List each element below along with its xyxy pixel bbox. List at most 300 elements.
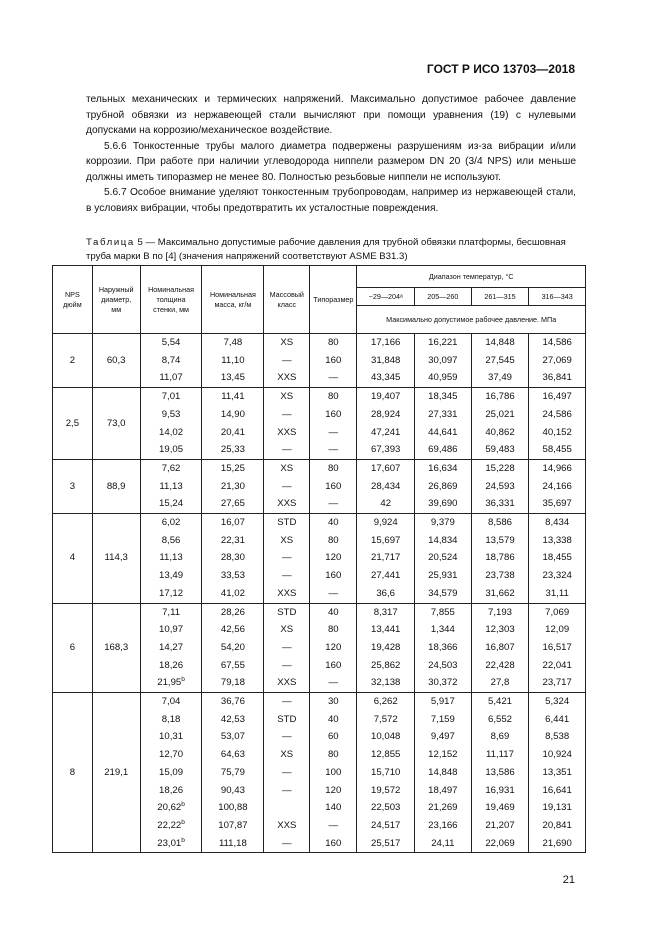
- cell-wall-thickness: [140, 514, 202, 532]
- cell-pressure: 16,931: [471, 782, 529, 800]
- cell-wall-thickness: [140, 764, 202, 782]
- cell-pressure: 27,8: [471, 674, 529, 692]
- cell-pressure: 5,421: [471, 693, 529, 711]
- cell-pressure: 44,641: [415, 424, 472, 442]
- table-row: [53, 459, 586, 477]
- cell-pressure: 25,931: [415, 567, 472, 585]
- cell-mass-class: XXS: [264, 495, 310, 513]
- cell-schedule: —: [310, 674, 357, 692]
- cell-nominal-mass: 107,87: [202, 817, 264, 835]
- cell-pressure: 24,586: [529, 406, 586, 424]
- cell-nominal-mass: 36,76: [202, 693, 264, 711]
- header-nps: NPS дюйм: [53, 266, 93, 334]
- cell-pressure: 12,09: [529, 621, 586, 639]
- cell-pressure: 14,834: [415, 532, 472, 550]
- cell-pressure: 20,841: [529, 817, 586, 835]
- cell-pressure: 6,441: [529, 711, 586, 729]
- cell-pressure: 16,807: [471, 639, 529, 657]
- cell-pressure: 21,269: [415, 799, 472, 817]
- cell-pressure: 5,917: [415, 693, 472, 711]
- cell-pressure: 17,166: [357, 334, 415, 352]
- cell-pressure: 7,855: [415, 603, 472, 621]
- cell-schedule: —: [310, 369, 357, 387]
- cell-pressure: 21,690: [529, 835, 586, 853]
- nps-group: [53, 693, 586, 853]
- header-temp-2: 205—260: [415, 288, 472, 306]
- cell-mass-class: XXS: [264, 424, 310, 442]
- cell-wall-thickness: [140, 334, 202, 352]
- cell-pressure: 19,572: [357, 782, 415, 800]
- wall-value: 7,62: [161, 462, 181, 474]
- cell-outer-diameter: 73,0: [92, 388, 140, 460]
- cell-schedule: 80: [310, 621, 357, 639]
- cell-pressure: 16,497: [529, 388, 586, 406]
- footnote-marker: b: [181, 836, 185, 844]
- cell-pressure: 14,586: [529, 334, 586, 352]
- cell-wall-thickness: [140, 621, 202, 639]
- cell-nominal-mass: 28,26: [202, 603, 264, 621]
- cell-nominal-mass: 28,30: [202, 549, 264, 567]
- cell-nominal-mass: 13,45: [202, 369, 264, 387]
- cell-mass-class: —: [264, 352, 310, 370]
- cell-pressure: 24,166: [529, 478, 586, 496]
- cell-mass-class: —: [264, 549, 310, 567]
- cell-schedule: 40: [310, 603, 357, 621]
- cell-pressure: 14,848: [471, 334, 529, 352]
- cell-schedule: —: [310, 585, 357, 603]
- nps-group: [53, 514, 586, 604]
- cell-pressure: 69,486: [415, 441, 472, 459]
- cell-mass-class: —: [264, 728, 310, 746]
- cell-pressure: 31,848: [357, 352, 415, 370]
- cell-schedule: —: [310, 424, 357, 442]
- cell-pressure: 8,69: [471, 728, 529, 746]
- cell-pressure: 40,862: [471, 424, 529, 442]
- cell-pressure: 22,503: [357, 799, 415, 817]
- cell-wall-thickness: [140, 746, 202, 764]
- cell-pressure: 58,455: [529, 441, 586, 459]
- cell-pressure: 8,586: [471, 514, 529, 532]
- cell-outer-diameter: 60,3: [92, 334, 140, 388]
- cell-schedule: —: [310, 817, 357, 835]
- header-max-pressure: Максимально допустимое рабочее давление. МПа: [357, 306, 586, 334]
- cell-mass-class: —: [264, 567, 310, 585]
- paragraph-continuation: тельных механических и термических напряжений. Максимально допустимое рабочее давление трубной обвязки из нержавеющей стали вычисляют при помощи уравнения (19) с нулевыми допусками на коррозию/механическое воздействие.: [86, 94, 576, 136]
- cell-nominal-mass: 42,53: [202, 711, 264, 729]
- cell-mass-class: [264, 799, 310, 817]
- cell-mass-class: STD: [264, 603, 310, 621]
- cell-pressure: 15,228: [471, 459, 529, 477]
- cell-wall-thickness: [140, 441, 202, 459]
- cell-nominal-mass: 15,25: [202, 459, 264, 477]
- cell-nominal-mass: 75,79: [202, 764, 264, 782]
- cell-pressure: 14,848: [415, 764, 472, 782]
- cell-mass-class: —: [264, 441, 310, 459]
- cell-wall-thickness: [140, 388, 202, 406]
- body-text: [86, 92, 576, 216]
- cell-pressure: 39,690: [415, 495, 472, 513]
- wall-value: 15,09: [159, 766, 184, 778]
- cell-mass-class: XS: [264, 621, 310, 639]
- cell-pressure: 22,069: [471, 835, 529, 853]
- cell-wall-thickness: [140, 639, 202, 657]
- table-row: [53, 514, 586, 532]
- cell-wall-thickness: [140, 549, 202, 567]
- cell-pressure: 13,338: [529, 532, 586, 550]
- cell-pressure: 6,262: [357, 693, 415, 711]
- footnote-marker: b: [181, 676, 185, 684]
- cell-pressure: 26,869: [415, 478, 472, 496]
- cell-schedule: 30: [310, 693, 357, 711]
- cell-pressure: 23,324: [529, 567, 586, 585]
- cell-mass-class: XXS: [264, 585, 310, 603]
- cell-outer-diameter: 219,1: [92, 693, 140, 853]
- cell-wall-thickness: [140, 693, 202, 711]
- cell-pressure: 18,497: [415, 782, 472, 800]
- cell-pressure: 18,786: [471, 549, 529, 567]
- cell-pressure: 10,048: [357, 728, 415, 746]
- table-row: [53, 334, 586, 352]
- cell-pressure: 36,6: [357, 585, 415, 603]
- cell-nominal-mass: 20,41: [202, 424, 264, 442]
- cell-outer-diameter: 88,9: [92, 459, 140, 513]
- wall-value: 8,56: [161, 534, 181, 546]
- cell-pressure: 27,331: [415, 406, 472, 424]
- nps-group: [53, 459, 586, 513]
- wall-value: 10,97: [159, 624, 184, 636]
- cell-nps: 2,5: [53, 388, 93, 460]
- cell-pressure: 43,345: [357, 369, 415, 387]
- cell-pressure: 67,393: [357, 441, 415, 459]
- nps-group: [53, 603, 586, 693]
- wall-value: 6,02: [161, 517, 181, 529]
- cell-nominal-mass: 7,48: [202, 334, 264, 352]
- cell-pressure: 13,441: [357, 621, 415, 639]
- cell-schedule: 120: [310, 549, 357, 567]
- wall-value: 20,62: [157, 802, 182, 814]
- cell-mass-class: —: [264, 764, 310, 782]
- cell-pressure: 30,097: [415, 352, 472, 370]
- header-temp-4: 316—343: [529, 288, 586, 306]
- table-row: [53, 693, 586, 711]
- cell-pressure: 12,152: [415, 746, 472, 764]
- cell-pressure: 24,593: [471, 478, 529, 496]
- cell-wall-thickness: [140, 585, 202, 603]
- cell-nominal-mass: 27,65: [202, 495, 264, 513]
- cell-pressure: 13,579: [471, 532, 529, 550]
- cell-pressure: 16,786: [471, 388, 529, 406]
- cell-wall-thickness: [140, 406, 202, 424]
- cell-wall-thickness: [140, 369, 202, 387]
- cell-nominal-mass: 67,55: [202, 657, 264, 675]
- header-outer-diameter: Наружный диаметр, мм: [92, 266, 140, 334]
- cell-nps: 2: [53, 334, 93, 388]
- cell-pressure: 36,841: [529, 369, 586, 387]
- cell-pressure: 24,503: [415, 657, 472, 675]
- cell-pressure: 10,924: [529, 746, 586, 764]
- header-nominal-mass: Номинальная масса, кг/м: [202, 266, 264, 334]
- wall-value: 18,26: [159, 659, 184, 671]
- cell-nominal-mass: 14,90: [202, 406, 264, 424]
- cell-mass-class: —: [264, 835, 310, 853]
- cell-pressure: 27,545: [471, 352, 529, 370]
- cell-mass-class: —: [264, 657, 310, 675]
- page-number: 21: [562, 874, 575, 886]
- wall-value: 23,01: [157, 837, 182, 849]
- header-temp-1: −29—204ᵃ: [357, 288, 415, 306]
- wall-value: 15,24: [159, 498, 184, 510]
- nps-group: [53, 388, 586, 460]
- cell-mass-class: XS: [264, 388, 310, 406]
- cell-pressure: 28,924: [357, 406, 415, 424]
- cell-pressure: 42: [357, 495, 415, 513]
- cell-mass-class: STD: [264, 711, 310, 729]
- cell-schedule: 160: [310, 567, 357, 585]
- cell-pressure: 47,241: [357, 424, 415, 442]
- cell-schedule: 120: [310, 639, 357, 657]
- cell-schedule: 60: [310, 728, 357, 746]
- cell-pressure: 16,517: [529, 639, 586, 657]
- table-caption-text: 5 — Максимально допустимые рабочие давления для трубной обвязки платформы, бесшовная труба марки В по [4] (значения напряжений соответствуют ASME B31.3): [86, 237, 566, 262]
- cell-nominal-mass: 33,53: [202, 567, 264, 585]
- cell-pressure: 16,634: [415, 459, 472, 477]
- cell-mass-class: XXS: [264, 369, 310, 387]
- cell-pressure: 11,117: [471, 746, 529, 764]
- cell-pressure: 19,469: [471, 799, 529, 817]
- cell-pressure: 31,662: [471, 585, 529, 603]
- cell-wall-thickness: [140, 674, 202, 692]
- cell-pressure: 25,517: [357, 835, 415, 853]
- cell-nps: 3: [53, 459, 93, 513]
- footnote-marker: b: [181, 801, 185, 809]
- cell-pressure: 59,483: [471, 441, 529, 459]
- cell-pressure: 23,717: [529, 674, 586, 692]
- header-temperature-range: Диапазон температур, °C: [357, 266, 586, 288]
- cell-pressure: 40,152: [529, 424, 586, 442]
- cell-pressure: 22,041: [529, 657, 586, 675]
- table-row: [53, 388, 586, 406]
- cell-pressure: 25,021: [471, 406, 529, 424]
- cell-mass-class: —: [264, 693, 310, 711]
- cell-nominal-mass: 53,07: [202, 728, 264, 746]
- cell-pressure: 25,862: [357, 657, 415, 675]
- cell-nominal-mass: 11,10: [202, 352, 264, 370]
- cell-schedule: 120: [310, 782, 357, 800]
- cell-nps: 6: [53, 603, 93, 693]
- cell-outer-diameter: 168,3: [92, 603, 140, 693]
- cell-pressure: 1,344: [415, 621, 472, 639]
- wall-value: 11,13: [159, 480, 183, 492]
- cell-wall-thickness: [140, 799, 202, 817]
- cell-pressure: 16,221: [415, 334, 472, 352]
- wall-value: 9,53: [161, 408, 181, 420]
- paragraph-5-6-7: 5.6.7 Особое внимание уделяют тонкостенным трубопроводам, например из нержавеющей стали, в условиях вибрации, чтобы предотвратить их усталостные повреждения.: [86, 187, 576, 214]
- cell-wall-thickness: [140, 567, 202, 585]
- cell-wall-thickness: [140, 711, 202, 729]
- cell-schedule: 80: [310, 459, 357, 477]
- cell-pressure: 7,193: [471, 603, 529, 621]
- cell-schedule: 80: [310, 532, 357, 550]
- cell-pressure: 7,572: [357, 711, 415, 729]
- cell-pressure: 18,455: [529, 549, 586, 567]
- cell-pressure: 19,407: [357, 388, 415, 406]
- cell-nps: 8: [53, 693, 93, 853]
- wall-value: 7,01: [161, 391, 181, 403]
- cell-mass-class: —: [264, 639, 310, 657]
- cell-wall-thickness: [140, 817, 202, 835]
- cell-nominal-mass: 79,18: [202, 674, 264, 692]
- cell-pressure: 32,138: [357, 674, 415, 692]
- cell-outer-diameter: 114,3: [92, 514, 140, 604]
- cell-wall-thickness: [140, 495, 202, 513]
- cell-pressure: 22,428: [471, 657, 529, 675]
- wall-value: 18,26: [159, 784, 184, 796]
- cell-mass-class: XS: [264, 532, 310, 550]
- cell-mass-class: XXS: [264, 817, 310, 835]
- cell-pressure: 31,11: [529, 585, 586, 603]
- cell-pressure: 8,434: [529, 514, 586, 532]
- cell-pressure: 21,207: [471, 817, 529, 835]
- cell-mass-class: —: [264, 782, 310, 800]
- paragraph-5-6-6: 5.6.6 Тонкостенные трубы малого диаметра подвержены разрушениям из-за вибрации и/или коррозии. При работе при наличии углеводорода ниппели размером DN 20 (3/4 NPS) или меньше должны иметь типоразмер не менее 80. Полностью резьбовые ниппели не используют.: [86, 140, 576, 183]
- cell-pressure: 6,552: [471, 711, 529, 729]
- cell-nominal-mass: 25,33: [202, 441, 264, 459]
- cell-pressure: 9,497: [415, 728, 472, 746]
- wall-value: 7,11: [162, 606, 181, 618]
- cell-mass-class: XS: [264, 746, 310, 764]
- cell-wall-thickness: [140, 835, 202, 853]
- cell-pressure: 35,697: [529, 495, 586, 513]
- cell-pressure: 19,428: [357, 639, 415, 657]
- cell-pressure: 15,697: [357, 532, 415, 550]
- cell-pressure: 21,717: [357, 549, 415, 567]
- wall-value: 14,27: [159, 641, 184, 653]
- cell-wall-thickness: [140, 532, 202, 550]
- cell-mass-class: —: [264, 406, 310, 424]
- cell-mass-class: —: [264, 478, 310, 496]
- cell-pressure: 12,855: [357, 746, 415, 764]
- cell-nominal-mass: 22,31: [202, 532, 264, 550]
- nps-group: [53, 334, 586, 388]
- cell-nominal-mass: 90,43: [202, 782, 264, 800]
- cell-mass-class: XXS: [264, 674, 310, 692]
- cell-pressure: 34,579: [415, 585, 472, 603]
- table-row: [53, 603, 586, 621]
- cell-pressure: 8,317: [357, 603, 415, 621]
- cell-schedule: 160: [310, 657, 357, 675]
- cell-wall-thickness: [140, 782, 202, 800]
- cell-pressure: 13,351: [529, 764, 586, 782]
- wall-value: 11,13: [159, 552, 183, 564]
- table-caption: [86, 236, 576, 264]
- cell-pressure: 28,434: [357, 478, 415, 496]
- cell-schedule: 80: [310, 334, 357, 352]
- document-header: ГОСТ Р ИСО 13703—2018: [426, 62, 575, 76]
- header-temp-3: 261—315: [471, 288, 529, 306]
- wall-value: 7,04: [161, 696, 181, 708]
- wall-value: 8,18: [161, 713, 181, 725]
- cell-pressure: 27,069: [529, 352, 586, 370]
- cell-mass-class: XS: [264, 459, 310, 477]
- cell-pressure: 40,959: [415, 369, 472, 387]
- wall-value: 17,12: [159, 587, 184, 599]
- cell-nominal-mass: 42,56: [202, 621, 264, 639]
- cell-schedule: 80: [310, 388, 357, 406]
- cell-pressure: 36,331: [471, 495, 529, 513]
- cell-pressure: 23,166: [415, 817, 472, 835]
- header-wall-thickness: Номинальная толщина стенки, мм: [140, 266, 202, 334]
- cell-wall-thickness: [140, 728, 202, 746]
- wall-value: 14,02: [159, 426, 184, 438]
- wall-value: 5,54: [161, 337, 181, 348]
- cell-mass-class: STD: [264, 514, 310, 532]
- cell-pressure: 18,345: [415, 388, 472, 406]
- cell-schedule: 100: [310, 764, 357, 782]
- cell-schedule: 40: [310, 711, 357, 729]
- header-schedule: Типоразмер: [310, 266, 357, 334]
- table-caption-label: Таблица: [86, 237, 135, 248]
- cell-pressure: 30,372: [415, 674, 472, 692]
- cell-schedule: 40: [310, 514, 357, 532]
- cell-nominal-mass: 64,63: [202, 746, 264, 764]
- cell-wall-thickness: [140, 352, 202, 370]
- cell-pressure: 13,586: [471, 764, 529, 782]
- cell-nominal-mass: 21,30: [202, 478, 264, 496]
- cell-pressure: 9,924: [357, 514, 415, 532]
- cell-wall-thickness: [140, 603, 202, 621]
- cell-pressure: 9,379: [415, 514, 472, 532]
- cell-mass-class: XS: [264, 334, 310, 352]
- wall-value: 22,22: [157, 819, 182, 831]
- cell-nominal-mass: 41,02: [202, 585, 264, 603]
- cell-pressure: 23,738: [471, 567, 529, 585]
- cell-schedule: 160: [310, 352, 357, 370]
- wall-value: 12,70: [159, 749, 184, 761]
- cell-pressure: 17,607: [357, 459, 415, 477]
- cell-nominal-mass: 111,18: [202, 835, 264, 853]
- cell-nps: 4: [53, 514, 93, 604]
- cell-pressure: 5,324: [529, 693, 586, 711]
- cell-schedule: 80: [310, 746, 357, 764]
- cell-pressure: 7,069: [529, 603, 586, 621]
- cell-pressure: 16,641: [529, 782, 586, 800]
- cell-wall-thickness: [140, 424, 202, 442]
- cell-wall-thickness: [140, 478, 202, 496]
- cell-pressure: 18,366: [415, 639, 472, 657]
- footnote-marker: b: [181, 818, 185, 826]
- cell-pressure: 8,538: [529, 728, 586, 746]
- cell-schedule: —: [310, 441, 357, 459]
- cell-pressure: 7,159: [415, 711, 472, 729]
- cell-wall-thickness: [140, 657, 202, 675]
- wall-value: 19,05: [159, 444, 184, 456]
- cell-schedule: 160: [310, 478, 357, 496]
- cell-schedule: 160: [310, 835, 357, 853]
- cell-pressure: 20,524: [415, 549, 472, 567]
- wall-value: 8,74: [161, 354, 181, 366]
- wall-value: 10,31: [159, 731, 184, 743]
- wall-value: 11,07: [159, 372, 183, 384]
- cell-schedule: 160: [310, 406, 357, 424]
- cell-nominal-mass: 100,88: [202, 799, 264, 817]
- cell-pressure: 24,517: [357, 817, 415, 835]
- cell-wall-thickness: [140, 459, 202, 477]
- cell-pressure: 27,441: [357, 567, 415, 585]
- cell-pressure: 15,710: [357, 764, 415, 782]
- pressure-table: [52, 265, 586, 853]
- cell-pressure: 37,49: [471, 369, 529, 387]
- wall-value: 21,95: [157, 677, 182, 689]
